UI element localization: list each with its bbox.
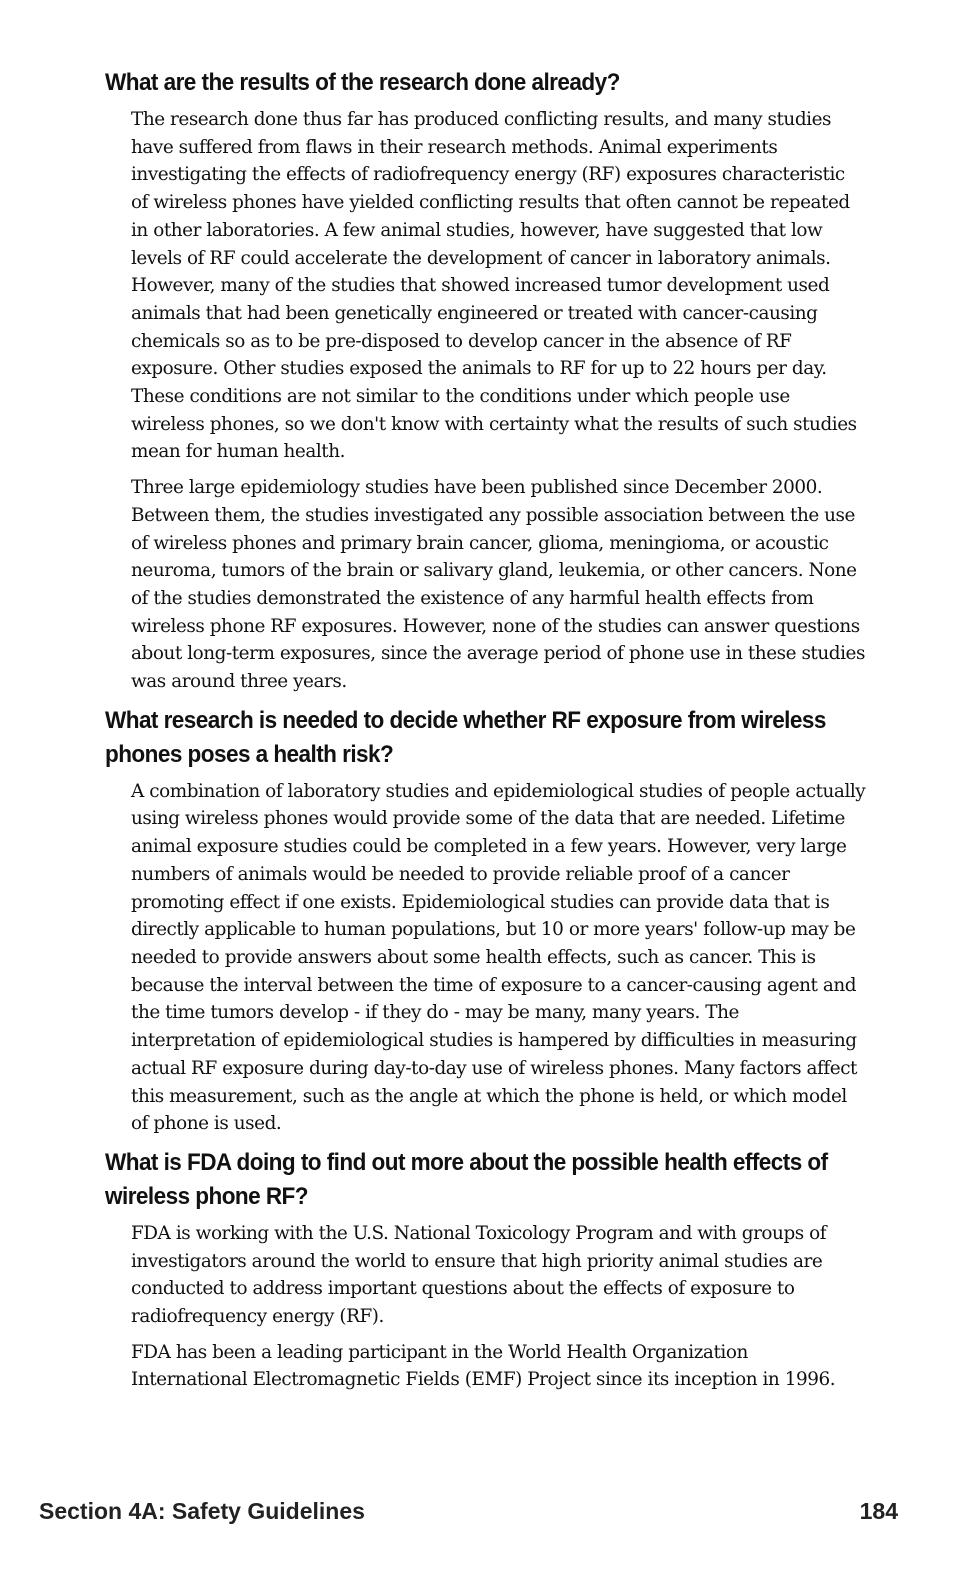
paragraph-research-results-2: Three large epidemiology studies have been published since December 2000. Between them, the studies investigated any possible association between the use of wireless phones and primary brain cancer, glioma, meningioma, or acoustic neuroma, tumors of the brain or salivary gland, leukemia, or other cancers. None of the studies demonstrated the existence of any harmful health effects from wireless phone RF exposures. However, none of the studies can answer questions about long-term exposures, since the average period of phone use in these studies was around three years. xyxy=(131,477,865,693)
paragraph-research-results-1: The research done thus far has produced conflicting results, and many studies have suffered from flaws in their research methods. Animal experiments investigating the effects of radiofrequency energy (RF) exposures characteristic of wireless phones have yielded conflicting results that often cannot be repeated in other laboratories. A few animal studies, however, have suggested that low levels of RF could accelerate the development of cancer in laboratory animals. However, many of the studies that showed increased tumor development used animals that had been genetically engineered or treated with cancer-causing chemicals so as to be pre-disposed to develop cancer in the absence of RF exposure. Other studies exposed the animals to RF for up to 22 hours per day. These conditions are not similar to the conditions under which people use wireless phones, so we don't know with certainty what the results of such studies mean for human health. xyxy=(131,109,857,463)
section-heading-research-needed: What research is needed to decide whether RF exposure from wireless phones poses a health risk? xyxy=(105,706,826,768)
paragraph-fda-actions-2: FDA has been a leading participant in the World Health Organization International Electromagnetic Fields (EMF) Project since its inception in 1996. xyxy=(131,1341,836,1391)
footer-section-label: Section 4A: Safety Guidelines xyxy=(39,1498,365,1524)
paragraph-fda-actions-1: FDA is working with the U.S. National Toxicology Program and with groups of investigators around the world to ensure that high priority animal studies are conducted to address important questions about the effects of exposure to radiofrequency energy (RF). xyxy=(131,1222,827,1328)
section-heading-fda-actions: What is FDA doing to find out more about the possible health effects of wireless phone RF? xyxy=(105,1148,828,1210)
page-footer xyxy=(39,1495,898,1527)
page-content xyxy=(105,66,865,1402)
section-heading-research-results: What are the results of the research done already? xyxy=(105,69,620,96)
paragraph-research-needed-1: A combination of laboratory studies and epidemiological studies of people actually using wireless phones would provide some of the data that are needed. Lifetime animal exposure studies could be completed in a few years. However, very large numbers of animals would be needed to provide reliable proof of a cancer promoting effect if one exists. Epidemiological studies can provide data that is directly applicable to human populations, but 10 or more years' follow-up may be needed to provide answers about some health effects, such as cancer. This is because the interval between the time of exposure to a cancer-causing agent and the time tumors develop - if they do - may be many, many years. The interpretation of epidemiological studies is hampered by difficulties in measuring actual RF exposure during day-to-day use of wireless phones. Many factors affect this measurement, such as the angle at which the phone is held, or which model of phone is used. xyxy=(131,780,866,1135)
footer-page-number: 184 xyxy=(859,1498,898,1524)
